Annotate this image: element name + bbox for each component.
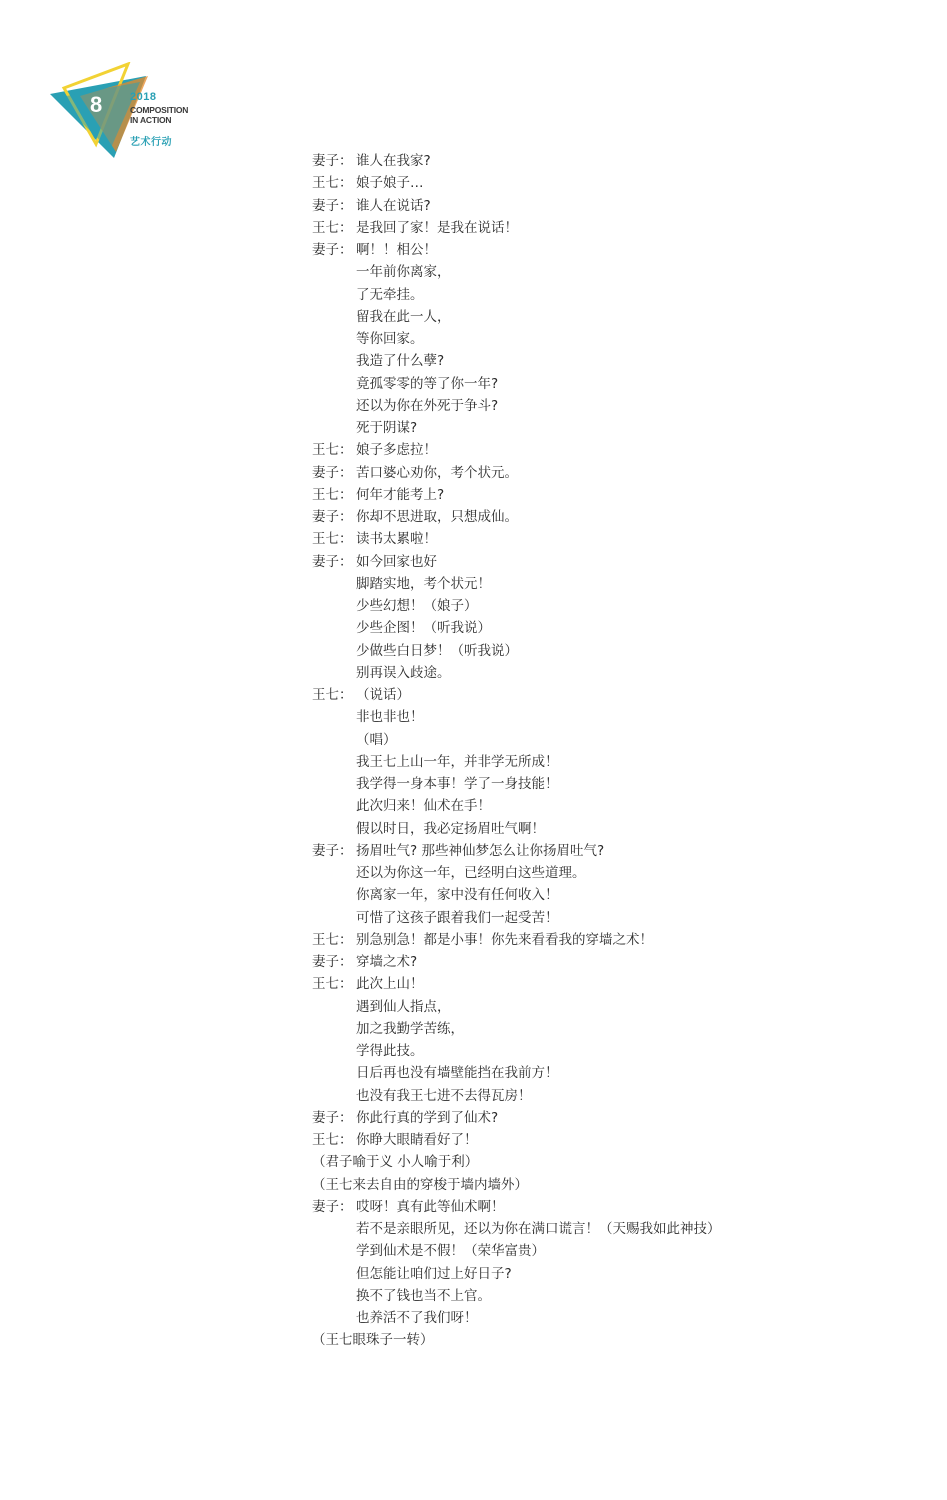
dialogue-text: 还以为你在外死于争斗? [356, 397, 499, 414]
dialogue-text: 扬眉吐气? 那些神仙梦怎么让你扬眉吐气? [356, 842, 605, 859]
dialogue-text: 谁人在我家? [356, 153, 431, 169]
script-line [312, 1129, 912, 1151]
dialogue-text: 学得此技。 [356, 1043, 424, 1059]
script-line [312, 373, 912, 395]
dialogue-text: 你离家一年，家中没有任何收入！ [356, 887, 559, 904]
script-line [312, 818, 912, 840]
dialogue-text: 等你回家。 [356, 331, 424, 347]
dialogue-text: 加之我勤学苦练， [356, 1020, 464, 1037]
dialogue-text: 还以为你这一年，已经明白这些道理。 [356, 865, 586, 881]
script-line [312, 417, 912, 439]
script-text [312, 150, 912, 1352]
script-line [312, 751, 912, 773]
dialogue-text: 此次归来！仙术在手！ [356, 798, 491, 815]
speaker-label: 王七： [312, 442, 353, 459]
dialogue-text: 了无牵挂。 [356, 286, 424, 303]
script-line [312, 1151, 912, 1173]
dialogue-text: 少些企图！（听我说） [356, 620, 491, 637]
script-line [312, 951, 912, 973]
script-line [312, 328, 912, 350]
script-line [312, 261, 912, 283]
dialogue-text: 别急别急！都是小事！你先来看看我的穿墙之术！ [356, 931, 653, 948]
dialogue-text: 可惜了这孩子跟着我们一起受苦！ [356, 909, 559, 926]
dialogue-text: 也没有我王七进不去得瓦房！ [356, 1087, 532, 1104]
dialogue-text: 你此行真的学到了仙术? [356, 1109, 499, 1126]
script-line [312, 907, 912, 929]
script-line [312, 217, 912, 239]
dialogue-text: 啊！！相公！ [356, 242, 437, 258]
dialogue-text: 你却不思进取，只想成仙。 [356, 509, 518, 525]
script-line [312, 350, 912, 372]
script-line [312, 150, 912, 172]
speaker-label: 妻子： [312, 153, 353, 169]
dialogue-text: 读书太累啦！ [356, 531, 437, 548]
script-line [312, 1329, 912, 1351]
speaker-label: 王七： [312, 175, 353, 192]
speaker-label: 妻子： [312, 197, 353, 214]
script-line [312, 996, 912, 1018]
dialogue-text: 我王七上山一年，并非学无所成！ [356, 753, 559, 770]
dialogue-text: 别再误入歧途。 [356, 664, 451, 681]
speaker-label: 妻子： [312, 242, 353, 258]
speaker-label: 妻子： [312, 1198, 353, 1215]
script-line [312, 929, 912, 951]
dialogue-text: 何年才能考上? [356, 486, 445, 503]
dialogue-text: 非也非也！ [356, 709, 424, 726]
script-line [312, 573, 912, 595]
dialogue-text: 如今回家也好 [356, 553, 437, 570]
dialogue-text: 若不是亲眼所见，还以为你在满口谎言！（天赐我如此神技） [356, 1221, 721, 1237]
speaker-label: 妻子： [312, 464, 353, 481]
dialogue-text: 哎呀！真有此等仙术啊！ [356, 1198, 505, 1215]
script-line [312, 484, 912, 506]
speaker-label: 王七： [312, 687, 353, 703]
script-line [312, 462, 912, 484]
script-line [312, 973, 912, 995]
speaker-label: 妻子： [312, 1109, 353, 1126]
composition-in-action-logo [50, 62, 200, 162]
script-line [312, 1040, 912, 1062]
stage-direction: （君子喻于义 小人喻于利） [312, 1154, 479, 1171]
script-line [312, 862, 912, 884]
script-line [312, 395, 912, 417]
script-line [312, 684, 912, 706]
script-line [312, 1263, 912, 1285]
dialogue-text: 但怎能让咱们过上好日子? [356, 1265, 512, 1282]
dialogue-text: 娘子多虑拉！ [356, 442, 437, 459]
script-line [312, 706, 912, 728]
dialogue-text: 也养活不了我们呀！ [356, 1310, 478, 1326]
speaker-label: 王七： [312, 531, 353, 548]
script-line [312, 729, 912, 751]
dialogue-text: 我造了什么孽? [356, 353, 445, 370]
script-line [312, 595, 912, 617]
script-line [312, 239, 912, 261]
script-line [312, 1085, 912, 1107]
speaker-label: 妻子： [312, 553, 353, 570]
dialogue-text: 留我在此一人， [356, 308, 451, 325]
dialogue-text: 此次上山！ [356, 976, 424, 993]
dialogue-text: 是我回了家！是我在说话！ [356, 219, 518, 236]
script-line [312, 172, 912, 194]
dialogue-text: 穿墙之术? [356, 954, 418, 970]
dialogue-text: 遇到仙人指点， [356, 998, 451, 1015]
script-line [312, 306, 912, 328]
logo-line-1: COMPOSITION [130, 105, 189, 115]
script-line [312, 795, 912, 817]
dialogue-text: 死于阴谋? [356, 420, 418, 436]
stage-direction: （王七来去自由的穿梭于墙内墙外） [312, 1176, 528, 1193]
dialogue-text: 少做些白日梦！（听我说） [356, 642, 518, 659]
speaker-label: 妻子： [312, 509, 353, 525]
dialogue-text: 竟孤零零的等了你一年? [356, 375, 499, 392]
dialogue-text: 假以时日，我必定扬眉吐气啊！ [356, 820, 545, 837]
script-line [312, 1018, 912, 1040]
dialogue-text: 你睁大眼睛看好了！ [356, 1132, 478, 1148]
script-line [312, 284, 912, 306]
dialogue-text: 娘子娘子… [356, 175, 424, 192]
script-line [312, 1062, 912, 1084]
dialogue-text: 我学得一身本事！学了一身技能！ [356, 776, 559, 792]
dialogue-text: 一年前你离家， [356, 264, 451, 281]
dialogue-text: 谁人在说话? [356, 197, 431, 214]
logo-number: 8 [90, 92, 103, 117]
script-line [312, 1307, 912, 1329]
script-line [312, 195, 912, 217]
speaker-label: 王七： [312, 931, 353, 948]
dialogue-text: 少些幻想！（娘子） [356, 598, 478, 614]
speaker-label: 妻子： [312, 954, 353, 970]
dialogue-text: 换不了钱也当不上官。 [356, 1287, 491, 1304]
speaker-label: 王七： [312, 1132, 353, 1148]
stage-direction: （王七眼珠子一转） [312, 1332, 434, 1349]
dialogue-text: （说话） [356, 687, 410, 703]
script-line [312, 1218, 912, 1240]
script-line [312, 439, 912, 461]
script-line [312, 1285, 912, 1307]
dialogue-text: 日后再也没有墙壁能挡在我前方！ [356, 1065, 559, 1082]
script-line [312, 506, 912, 528]
dialogue-text: 脚踏实地，考个状元！ [356, 575, 491, 592]
script-line [312, 884, 912, 906]
speaker-label: 王七： [312, 976, 353, 993]
script-line [312, 840, 912, 862]
script-line [312, 640, 912, 662]
speaker-label: 妻子： [312, 842, 353, 859]
dialogue-text: 学到仙术是不假！（荣华富贵） [356, 1243, 545, 1260]
script-line [312, 1240, 912, 1262]
script-line [312, 662, 912, 684]
script-line [312, 1107, 912, 1129]
script-line [312, 1196, 912, 1218]
logo-line-2: IN ACTION [130, 115, 172, 125]
logo-chinese: 艺术行动 [130, 137, 172, 148]
logo-year: 2018 [130, 91, 157, 103]
speaker-label: 王七： [312, 219, 353, 236]
dialogue-text: 苦口婆心劝你，考个状元。 [356, 464, 518, 481]
script-line [312, 551, 912, 573]
script-line [312, 773, 912, 795]
script-line [312, 1174, 912, 1196]
dialogue-text: （唱） [356, 731, 397, 748]
script-line [312, 617, 912, 639]
script-line [312, 528, 912, 550]
speaker-label: 王七： [312, 486, 353, 503]
